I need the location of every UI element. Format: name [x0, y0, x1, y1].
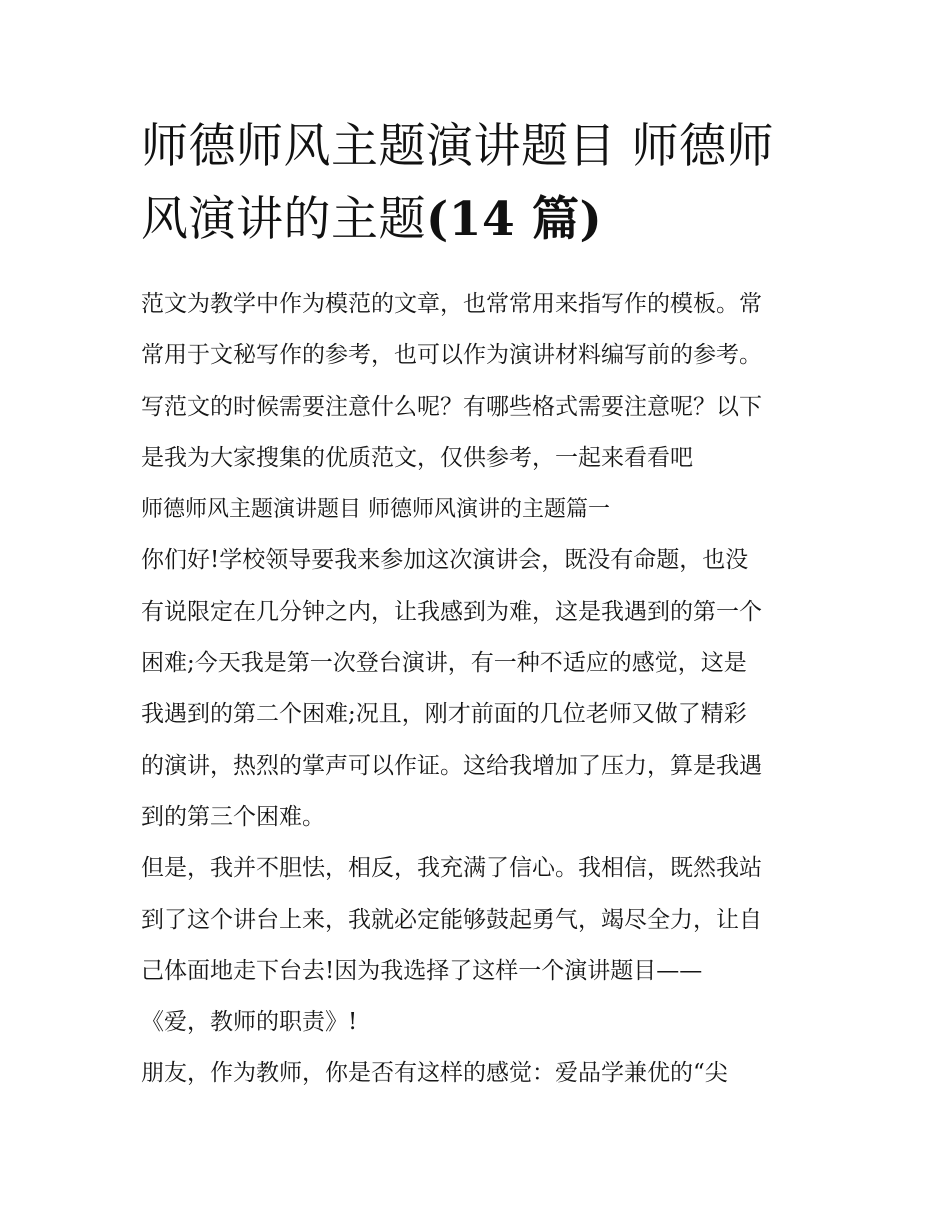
body-line: 朋友，作为教师，你是否有这样的感觉：爱品学兼优的“尖: [141, 1060, 728, 1087]
title-line-2-text: 风演讲的主题: [141, 192, 426, 247]
body-line: 写范文的时候需要注意什么呢？有哪些格式需要注意呢？以下: [141, 393, 762, 420]
body-line: 常用于文秘写作的参考，也可以作为演讲材料编写前的参考。: [141, 342, 762, 369]
body-line: 我遇到的第二个困难;况且，刚才前面的几位老师又做了精彩: [141, 701, 747, 728]
body-line: 《爱，教师的职责》!: [141, 1009, 358, 1036]
body-line: 困难;今天我是第一次登台演讲，有一种不适应的感觉，这是: [141, 650, 747, 677]
body-line: 己体面地走下台去!因为我选择了这样一个演讲题目——: [141, 957, 703, 984]
title-line-2: [141, 183, 813, 256]
document-title: [141, 110, 813, 256]
body-line: 你们好!学校领导要我来参加这次演讲会，既没有命题，也没: [141, 547, 749, 574]
title-count: (14 篇): [426, 192, 603, 247]
body-line: 有说限定在几分钟之内，让我感到为难，这是我遇到的第一个: [141, 598, 762, 625]
document-body: [141, 279, 813, 1100]
body-line: 到了这个讲台上来，我就必定能够鼓起勇气，竭尽全力，让自: [141, 906, 762, 933]
body-line: 范文为教学中作为模范的文章，也常常用来指写作的模板。常: [141, 291, 762, 317]
title-line-1: 师德师风主题演讲题目 师德师: [141, 119, 774, 174]
body-line: 但是，我并不胆怯，相反，我充满了信心。我相信，既然我站: [141, 855, 762, 882]
section-heading: 师德师风主题演讲题目 师德师风演讲的主题篇一: [141, 497, 610, 523]
body-line: 是我为大家搜集的优质范文，仅供参考，一起来看看吧: [141, 444, 693, 471]
body-line: 的演讲，热烈的掌声可以作证。这给我增加了压力，算是我遇: [141, 752, 762, 779]
body-line: 到的第三个困难。: [141, 803, 325, 830]
document-content: [141, 110, 813, 1100]
